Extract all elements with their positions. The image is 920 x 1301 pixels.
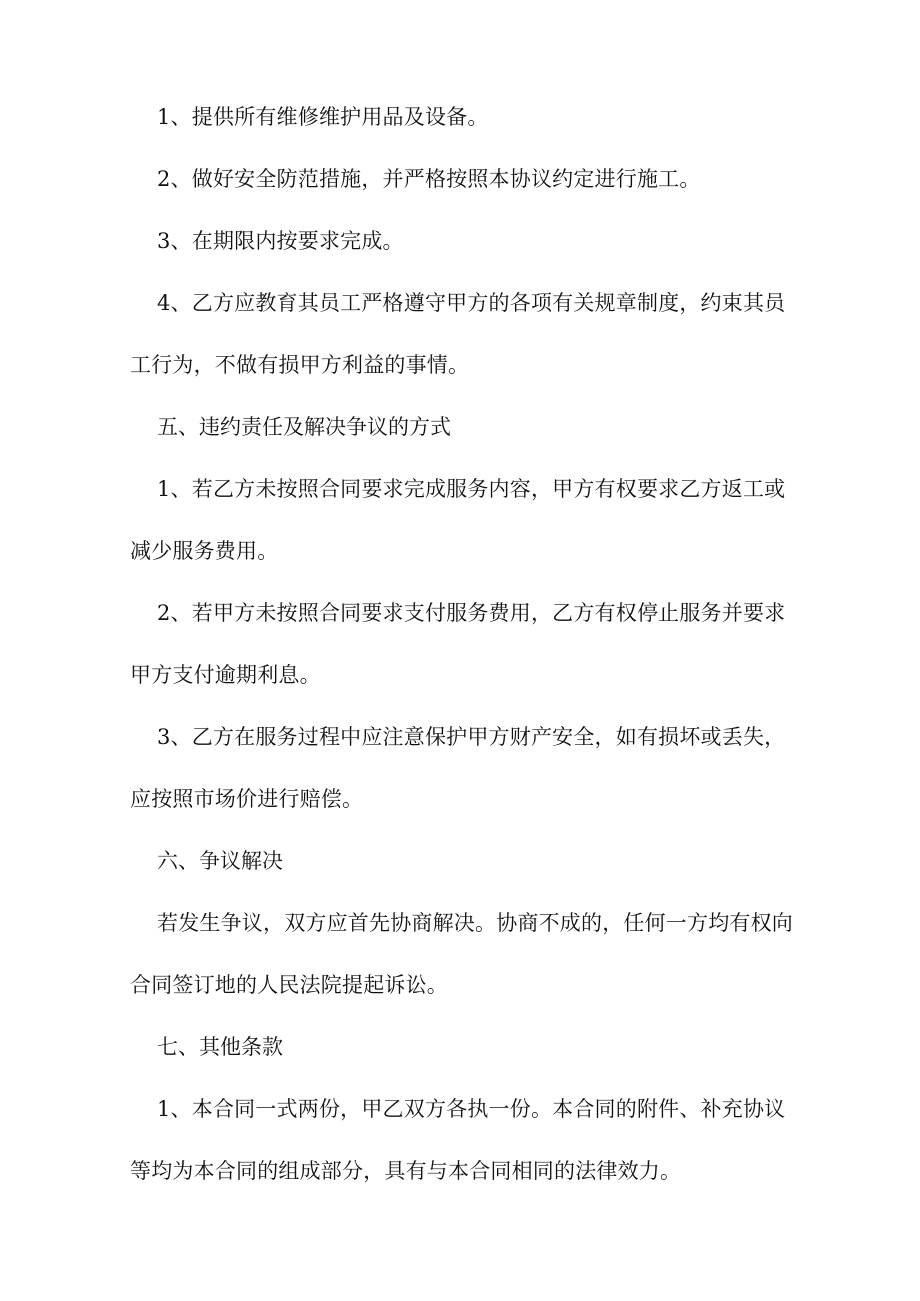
clause-2-safety: 2、做好安全防范措施，并严格按照本协议约定进行施工。 bbox=[157, 167, 701, 191]
clause-3-deadline: 3、在期限内按要求完成。 bbox=[157, 229, 404, 253]
section-7-heading: 七、其他条款 bbox=[157, 1035, 283, 1059]
section-5-clause-2: 2、若甲方未按照合同要求支付服务费用，乙方有权停止服务并要求甲方支付逾期利息。 bbox=[130, 601, 786, 687]
section-7-clause-1: 1、本合同一式两份，甲乙双方各执一份。本合同的附件、补充协议等均为本合同的组成部分，具有与本合同相同的法律效力。 bbox=[130, 1097, 786, 1183]
clause-1-supplies: 1、提供所有维修维护用品及设备。 bbox=[157, 105, 489, 129]
section-5-clause-3: 3、乙方在服务过程中应注意保护甲方财产安全，如有损坏或丢失，应按照市场价进行赔偿。 bbox=[130, 725, 786, 811]
section-5-clause-1: 1、若乙方未按照合同要求完成服务内容，甲方有权要求乙方返工或减少服务费用。 bbox=[130, 477, 786, 563]
section-6-text: 若发生争议，双方应首先协商解决。协商不成的，任何一方均有权向合同签订地的人民法院提起诉讼。 bbox=[130, 911, 793, 997]
section-5-heading: 五、违约责任及解决争议的方式 bbox=[157, 415, 451, 439]
section-6-heading: 六、争议解决 bbox=[157, 849, 283, 873]
clause-4-staff-conduct: 4、乙方应教育其员工严格遵守甲方的各项有关规章制度，约束其员工行为，不做有损甲方利益的事情。 bbox=[130, 291, 786, 377]
